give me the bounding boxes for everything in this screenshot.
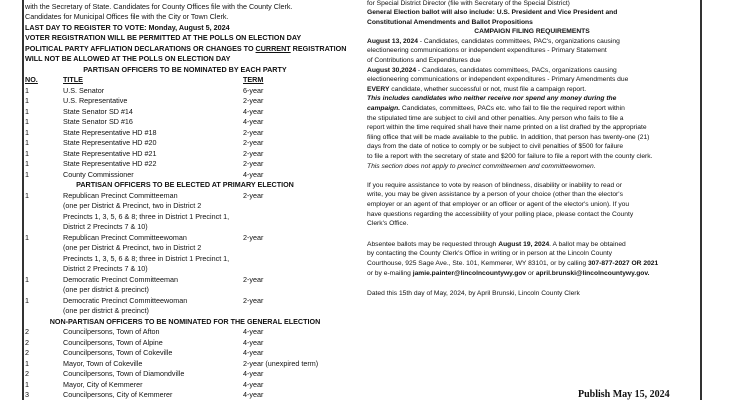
phone-number: 307-877-2027 OR 2021 xyxy=(587,259,659,267)
cell-term: 2-year xyxy=(243,138,264,147)
party-affiliation-text: POLITICAL PARTY AFFLIATION DECLARATIONS OR CHANGES TO xyxy=(25,43,256,53)
includes-line: This includes candidates who neither receive nor spend any money during the xyxy=(367,95,617,103)
cell-title: U.S. Senator xyxy=(63,85,105,95)
cell-no: 1 xyxy=(25,85,29,95)
cell-no: 1 xyxy=(25,159,29,168)
aug30-date: August 30,2024 xyxy=(367,66,417,74)
table-row xyxy=(25,96,345,107)
cell-term: 2-year xyxy=(243,159,264,168)
email-or: or xyxy=(526,269,536,277)
row-note: (one per district & precinct) xyxy=(63,285,149,294)
cell-title: U.S. Representative xyxy=(63,96,128,105)
cell-title: Councilpersons, Town of Diamondville xyxy=(63,369,185,378)
cell-no: 2 xyxy=(25,348,29,357)
cell-title: Republican Precinct Committeewoman xyxy=(63,232,187,242)
party-affiliation-notice xyxy=(25,44,345,55)
intro-line: with the Secretary of State. Candidates for County Offices file with the County Clerk. xyxy=(25,1,293,11)
aug13-line: of Contributions and Expenditures due xyxy=(367,57,481,65)
aug30-line xyxy=(367,66,697,76)
cell-term: 4-year xyxy=(243,106,264,116)
cell-term: 4-year xyxy=(243,117,264,126)
table-row xyxy=(25,159,345,170)
cell-title: State Representative HD #21 xyxy=(63,148,157,158)
aug13-line: electioneering communications or independent expenditures - Primary Statement xyxy=(367,47,607,55)
every-text: candidate, whether successful or not, must file a campaign report. xyxy=(389,85,587,93)
table-row xyxy=(25,380,345,391)
row-note: (one per district & precinct) xyxy=(63,306,149,315)
cell-no: 1 xyxy=(25,127,29,137)
cell-no: 1 xyxy=(25,169,29,179)
aug13-line xyxy=(367,37,697,47)
absentee-line: by contacting the County Clerk's Office in writing or in person at the Lincoln County xyxy=(367,250,613,258)
table-row xyxy=(25,338,345,349)
penalty-line: days from the date of notice to comply or be subject to civil penalties of $500 for failure xyxy=(367,143,624,151)
every-bold: EVERY xyxy=(367,85,390,93)
table-row xyxy=(25,369,345,380)
cell-term: 6-year xyxy=(243,85,264,95)
table-row xyxy=(25,117,345,128)
table-row xyxy=(25,107,345,118)
column-header-title: TITLE xyxy=(63,75,83,84)
cell-no: 1 xyxy=(25,117,29,126)
email-link-april[interactable]: april.brunski@lincolncountywy.gov. xyxy=(535,269,650,277)
cell-term: 4-year xyxy=(243,169,264,179)
cell-term: 2-year xyxy=(243,127,264,137)
cell-no: 1 xyxy=(25,138,29,147)
cell-term: 4-year xyxy=(243,379,264,389)
campaign-word: campaign. xyxy=(367,105,401,113)
table-row xyxy=(25,233,345,244)
aug30-text: - Candidates, candidates committees, PACs, organizations causing xyxy=(416,66,617,74)
section-heading: PARTISAN OFFICERS TO BE ELECTED AT PRIMARY ELECTION xyxy=(76,180,294,189)
table-row xyxy=(25,348,345,359)
current-underlined: CURRENT xyxy=(255,43,291,53)
email-prefix: or by e-mailing xyxy=(367,269,413,277)
left-border xyxy=(22,0,24,400)
absentee-line xyxy=(367,259,697,269)
cell-term: 2-year xyxy=(243,274,264,284)
row-note: (one per District & Precinct, two in District 2 xyxy=(63,243,202,252)
cell-no: 1 xyxy=(25,358,29,368)
table-row xyxy=(25,191,345,202)
not-allowed-notice: WILL NOT BE ALLOWED AT THE POLLS ON ELECTION DAY xyxy=(25,54,231,63)
cell-term: 2-year (unexpired term) xyxy=(243,358,319,368)
table-row xyxy=(25,296,345,307)
cell-term: 2-year xyxy=(243,148,264,158)
aug13-date: August 13, 2024 xyxy=(367,37,418,45)
voter-registration-notice: VOTER REGISTRATION WILL BE PERMITTED AT THE POLLS ON ELECTION DAY xyxy=(25,33,302,42)
cell-term: 4-year xyxy=(243,337,264,347)
cell-no: 2 xyxy=(25,369,29,378)
table-row xyxy=(25,275,345,286)
assistance-line: Clerk's Office. xyxy=(367,220,409,228)
cell-term: 4-year xyxy=(243,348,264,357)
cell-no: 2 xyxy=(25,327,29,336)
cell-no: 1 xyxy=(25,148,29,158)
cell-no: 3 xyxy=(25,390,29,399)
aug30-line: electioneering communications or independent expenditures - Primary Amendments due xyxy=(367,76,629,84)
left-column xyxy=(25,2,345,401)
cell-term: 2-year xyxy=(243,232,264,242)
cell-no: 1 xyxy=(25,106,29,116)
cell-no: 1 xyxy=(25,295,29,305)
campaign-heading: CAMPAIGN FILING REQUIREMENTS xyxy=(474,28,590,36)
cell-no: 1 xyxy=(25,96,29,105)
cell-term: 4-year xyxy=(243,390,264,399)
penalty-line: to file a report with the secretary of state and $200 for failure to file a report with the county clerk. xyxy=(367,153,653,160)
offices-table xyxy=(25,65,345,401)
cell-title: Mayor, Town of Cokeville xyxy=(63,358,143,368)
party-affiliation-end: REGISTRATION xyxy=(290,43,347,53)
dated-line: Dated this 15th day of May, 2024, by April Brunski, Lincoln County Clerk xyxy=(367,290,580,298)
cell-term: 2-year xyxy=(243,295,264,305)
cell-title: State Representative HD #20 xyxy=(63,138,157,147)
general-ballot-line: Constitutional Amendments and Ballot Propositions xyxy=(367,18,533,26)
cell-title: Councilpersons, Town of Alpine xyxy=(63,337,163,347)
absentee-date: August 19, 2024 xyxy=(498,240,550,248)
table-row xyxy=(25,149,345,160)
cell-title: Democratic Precinct Committeewoman xyxy=(63,295,188,305)
row-note: District 2 Precincts 7 & 10) xyxy=(63,222,148,231)
assistance-line: have questions regarding the accessibility of your polling place, please contact the County xyxy=(367,210,634,218)
cell-title: State Senator SD #16 xyxy=(63,117,133,126)
absentee-text-end: . A ballot may be obtained xyxy=(549,240,626,248)
penalty-line xyxy=(367,104,697,114)
assistance-line: If you require assistance to vote by reason of blindness, disability or inability to read or xyxy=(367,181,623,189)
table-row xyxy=(25,138,345,149)
cell-title: Councilpersons, Town of Afton xyxy=(63,327,160,336)
penalty-line: report within the time required shall have their name printed on a list drafted by the appropriate xyxy=(367,124,647,132)
table-row xyxy=(25,128,345,139)
penalty-line: filing office that will be made available to the public. In addition, that person has twenty-one (21) xyxy=(367,133,650,141)
table-row xyxy=(25,170,345,181)
cell-no: 1 xyxy=(25,379,29,389)
cell-title: Councilpersons, City of Kemmerer xyxy=(63,390,173,399)
intro-line: Candidates for Municipal Offices file with the City or Town Clerk. xyxy=(25,12,229,21)
aug13-text: - Candidates, candidates committees, PAC's, organizations causing xyxy=(417,37,620,45)
table-row xyxy=(25,390,345,401)
email-line xyxy=(367,269,697,279)
row-note: (one per District & Precinct, two in District 2 xyxy=(63,201,202,210)
assistance-line: write, you may be given assistance by a person of your choice (other than the elector's xyxy=(367,191,623,199)
cell-no: 2 xyxy=(25,337,29,347)
address-text: Courthouse, 925 Sage Ave., Ste. 101, Kemmerer, WY 83101, or by calling xyxy=(367,259,588,267)
table-header xyxy=(25,75,345,86)
column-header-term: TERM xyxy=(243,75,264,84)
last-day-register: LAST DAY TO REGISTER TO VOTE: Monday, August 5, 2024 xyxy=(25,22,230,32)
cell-title: State Representative HD #22 xyxy=(63,159,157,168)
publish-date: Publish May 15, 2024 xyxy=(578,389,670,400)
cell-title: State Representative HD #18 xyxy=(63,127,157,137)
cell-no: 1 xyxy=(25,190,29,200)
cell-title: County Commissioner xyxy=(63,169,134,179)
cell-no: 1 xyxy=(25,232,29,242)
cell-title: Republican Precinct Committeeman xyxy=(63,190,178,200)
absentee-line xyxy=(367,240,697,250)
table-row xyxy=(25,327,345,338)
section-heading: PARTISAN OFFICERS TO BE NOMINATED BY EACH PARTY xyxy=(83,64,287,74)
email-link-jamie[interactable]: jamie.painter@lincolncountywy.gov xyxy=(412,269,527,277)
table-row xyxy=(25,359,345,370)
row-note: Precincts 1, 3, 5, 6 & 8; three in District 1 Precinct 1, xyxy=(63,253,230,263)
cell-term: 2-year xyxy=(243,96,264,105)
cell-no: 1 xyxy=(25,274,29,284)
cell-term: 4-year xyxy=(243,327,264,336)
spacer xyxy=(367,171,697,181)
column-header-no: NO. xyxy=(25,75,38,84)
penalty-text: Candidates, committees, PACs etc. who fail to file the required report within xyxy=(400,105,625,113)
cell-title: Democratic Precinct Committeeman xyxy=(63,274,179,284)
every-candidate-line xyxy=(367,85,697,95)
cell-title: Mayor, City of Kemmerer xyxy=(63,379,143,389)
row-note: District 2 Precincts 7 & 10) xyxy=(63,264,148,273)
spacer xyxy=(367,229,697,240)
right-border xyxy=(700,0,702,400)
cell-title: State Senator SD #14 xyxy=(63,106,133,116)
cell-term: 2-year xyxy=(243,190,264,200)
section-heading: NON-PARTISAN OFFICERS TO BE NOMINATED FOR THE GENERAL ELECTION xyxy=(49,316,321,326)
right-column xyxy=(367,0,697,299)
section-note: This section does not apply to precinct committeemen and committeewomen. xyxy=(367,162,596,170)
table-row xyxy=(25,86,345,97)
special-district-line: for Special District Director (file with Secretary of the Special District) xyxy=(367,0,570,7)
general-ballot-line: General Election ballot will also include: U.S. President and Vice President and xyxy=(367,9,618,17)
assistance-line: employer or an agent of that employer or an officer or agent of the elector's union). If you xyxy=(367,200,630,208)
cell-term: 4-year xyxy=(243,369,264,378)
cell-title: Councilpersons, Town of Cokeville xyxy=(63,348,173,357)
row-note: Precincts 1, 3, 5, 6 & 8; three in District 1 Precinct 1, xyxy=(63,211,230,221)
penalty-line: the stipulated time are subject to civil and other penalties. Any person who fails to file a xyxy=(367,114,624,122)
spacer xyxy=(367,278,697,289)
absentee-text: Absentee ballots may be requested through xyxy=(367,240,499,248)
